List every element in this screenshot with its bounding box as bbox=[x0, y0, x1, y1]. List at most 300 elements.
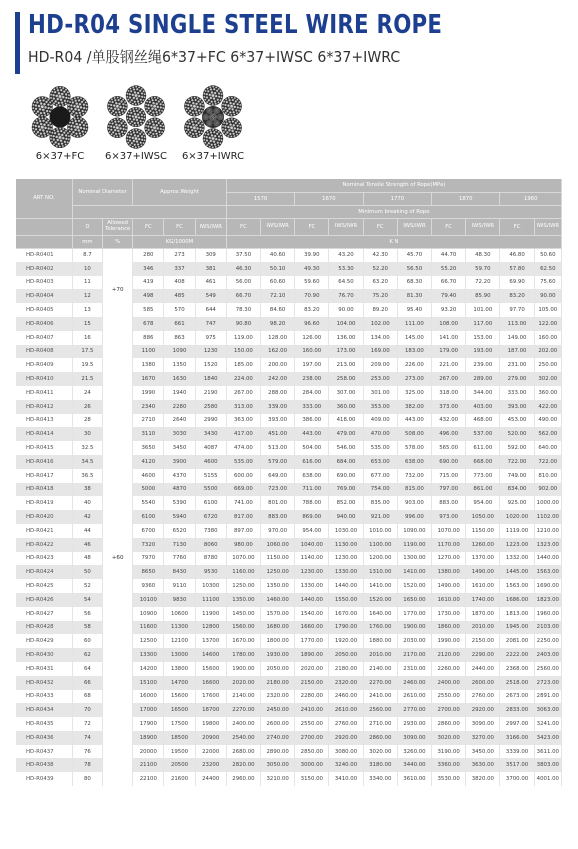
value-cell: 1350.00 bbox=[261, 579, 295, 593]
value-cell: 325.00 bbox=[397, 386, 431, 400]
value-cell: 273 bbox=[164, 248, 195, 262]
value-cell: 1119.00 bbox=[500, 524, 534, 538]
value-cell: 5500 bbox=[195, 483, 226, 497]
diameter-cell: 74 bbox=[72, 731, 102, 745]
header-sub-col: FC bbox=[226, 218, 260, 235]
table-row bbox=[16, 469, 562, 483]
value-cell: 1680.00 bbox=[261, 621, 295, 635]
value-cell: 2770.00 bbox=[397, 703, 431, 717]
value-cell: 3360.00 bbox=[432, 758, 466, 772]
value-cell: 678 bbox=[133, 317, 164, 331]
header-sub-col: IWS/IWR bbox=[397, 218, 431, 235]
table-row bbox=[16, 772, 562, 786]
value-cell: 2030.00 bbox=[397, 634, 431, 648]
tolerance-cell: +70 bbox=[103, 248, 133, 331]
value-cell: 6100 bbox=[195, 496, 226, 510]
value-cell: 2990 bbox=[195, 414, 226, 428]
value-cell: 3110 bbox=[133, 427, 164, 441]
value-cell: 93.20 bbox=[432, 303, 466, 317]
value-cell: 1410.00 bbox=[363, 579, 397, 593]
value-cell: 309 bbox=[195, 248, 226, 262]
value-cell: 835.00 bbox=[363, 496, 397, 510]
header-unit-blank bbox=[16, 235, 72, 248]
art-no-cell: HD-R0432 bbox=[16, 676, 72, 690]
value-cell: 90.00 bbox=[534, 289, 561, 303]
value-cell: 14200 bbox=[133, 662, 164, 676]
value-cell: 9360 bbox=[133, 579, 164, 593]
header-sub-col: IWS/IWR bbox=[329, 218, 363, 235]
value-cell: 3440.00 bbox=[397, 758, 431, 772]
value-cell: 403.00 bbox=[466, 400, 500, 414]
value-cell: 8060 bbox=[195, 538, 226, 552]
value-cell: 2400.00 bbox=[432, 676, 466, 690]
rope-iwsc-label: 6×37+IWSC bbox=[104, 151, 167, 162]
art-no-cell: HD-R0428 bbox=[16, 621, 72, 635]
table-row bbox=[16, 317, 562, 331]
value-cell: 2891.00 bbox=[534, 690, 561, 704]
value-cell: 39.90 bbox=[295, 248, 329, 262]
value-cell: 600.00 bbox=[226, 469, 260, 483]
value-cell: 653.00 bbox=[363, 455, 397, 469]
value-cell: 535.00 bbox=[226, 455, 260, 469]
value-cell: 10100 bbox=[133, 593, 164, 607]
diameter-cell: 26 bbox=[72, 400, 102, 414]
header-grade-1670: 1670 bbox=[295, 192, 363, 205]
value-cell: 1560.00 bbox=[226, 621, 260, 635]
value-cell: 1860.00 bbox=[432, 621, 466, 635]
value-cell: 3340.00 bbox=[363, 772, 397, 786]
table-row bbox=[16, 745, 562, 759]
value-cell: 422.00 bbox=[534, 400, 561, 414]
value-cell: 1660.00 bbox=[295, 621, 329, 635]
value-cell: 4001.00 bbox=[534, 772, 561, 786]
value-cell: 2403.00 bbox=[534, 648, 561, 662]
header-nominal-diameter: Nominal Diameter bbox=[72, 179, 132, 205]
value-cell: 2723.00 bbox=[534, 676, 561, 690]
value-cell: 2440.00 bbox=[466, 662, 500, 676]
value-cell: 313.00 bbox=[226, 400, 260, 414]
value-cell: 1250.00 bbox=[261, 565, 295, 579]
value-cell: 386.00 bbox=[295, 414, 329, 428]
value-cell: 3820.00 bbox=[466, 772, 500, 786]
value-cell: 2673.00 bbox=[500, 690, 534, 704]
value-cell: 1730.00 bbox=[432, 607, 466, 621]
art-no-cell: HD-R0412 bbox=[16, 400, 72, 414]
art-no-cell: HD-R0422 bbox=[16, 538, 72, 552]
value-cell: 13300 bbox=[133, 648, 164, 662]
value-cell: 754.00 bbox=[363, 483, 397, 497]
value-cell: 8650 bbox=[133, 565, 164, 579]
value-cell: 4120 bbox=[133, 455, 164, 469]
value-cell: 1170.00 bbox=[432, 538, 466, 552]
value-cell: 592.00 bbox=[500, 441, 534, 455]
value-cell: 53.30 bbox=[329, 262, 363, 276]
value-cell: 183.00 bbox=[397, 345, 431, 359]
header-sub-col: FC bbox=[500, 218, 534, 235]
value-cell: 21600 bbox=[164, 772, 195, 786]
table-row bbox=[16, 648, 562, 662]
value-cell: 1563.00 bbox=[534, 565, 561, 579]
value-cell: 12800 bbox=[195, 621, 226, 635]
value-cell: 1020.00 bbox=[500, 510, 534, 524]
value-cell: 2460.00 bbox=[397, 676, 431, 690]
value-cell: 75.60 bbox=[534, 276, 561, 290]
value-cell: 97.70 bbox=[500, 303, 534, 317]
table-row bbox=[16, 690, 562, 704]
value-cell: 10900 bbox=[133, 607, 164, 621]
table-row bbox=[16, 634, 562, 648]
art-no-cell: HD-R0411 bbox=[16, 386, 72, 400]
value-cell: 17500 bbox=[164, 717, 195, 731]
value-cell: 1960.00 bbox=[534, 607, 561, 621]
value-cell: 1230.00 bbox=[329, 552, 363, 566]
value-cell: 187.00 bbox=[500, 345, 534, 359]
value-cell: 1040.00 bbox=[295, 538, 329, 552]
diameter-cell: 28 bbox=[72, 414, 102, 428]
value-cell: 48.30 bbox=[466, 248, 500, 262]
value-cell: 535.00 bbox=[363, 441, 397, 455]
header-unit-kn: K N bbox=[226, 235, 561, 248]
table-row bbox=[16, 248, 562, 262]
value-cell: 1770.00 bbox=[295, 634, 329, 648]
value-cell: 17600 bbox=[195, 690, 226, 704]
value-cell: 1130.00 bbox=[329, 538, 363, 552]
value-cell: 141.00 bbox=[432, 331, 466, 345]
value-cell: 2290.00 bbox=[466, 648, 500, 662]
value-cell: 173.00 bbox=[329, 345, 363, 359]
value-cell: 479.00 bbox=[329, 427, 363, 441]
value-cell: 197.00 bbox=[295, 358, 329, 372]
value-cell: 549 bbox=[195, 289, 226, 303]
art-no-cell: HD-R0405 bbox=[16, 303, 72, 317]
value-cell: 50.60 bbox=[534, 248, 561, 262]
art-no-cell: HD-R0415 bbox=[16, 441, 72, 455]
rope-fc-label: 6×37+FC bbox=[35, 151, 85, 162]
table-row bbox=[16, 565, 562, 579]
value-cell: 690.00 bbox=[329, 469, 363, 483]
value-cell: 90.80 bbox=[226, 317, 260, 331]
header-sub-col: FC bbox=[295, 218, 329, 235]
art-no-cell: HD-R0401 bbox=[16, 248, 72, 262]
value-cell: 4870 bbox=[164, 483, 195, 497]
art-no-cell: HD-R0410 bbox=[16, 372, 72, 386]
value-cell: 1780.00 bbox=[226, 648, 260, 662]
value-cell: 722.00 bbox=[500, 455, 534, 469]
value-cell: 344.00 bbox=[466, 386, 500, 400]
value-cell: 1210.00 bbox=[534, 524, 561, 538]
value-cell: 852.00 bbox=[329, 496, 363, 510]
value-cell: 122.00 bbox=[534, 317, 561, 331]
value-cell: 12500 bbox=[133, 634, 164, 648]
diameter-cell: 76 bbox=[72, 745, 102, 759]
diameter-cell: 58 bbox=[72, 621, 102, 635]
value-cell: 72.10 bbox=[261, 289, 295, 303]
art-no-cell: HD-R0424 bbox=[16, 565, 72, 579]
value-cell: 1540.00 bbox=[295, 607, 329, 621]
value-cell: 747 bbox=[195, 317, 226, 331]
value-cell: 2170.00 bbox=[397, 648, 431, 662]
value-cell: 8430 bbox=[164, 565, 195, 579]
value-cell: 2580 bbox=[195, 400, 226, 414]
value-cell: 1770.00 bbox=[397, 607, 431, 621]
value-cell: 13800 bbox=[164, 662, 195, 676]
header-sub-col: FC bbox=[133, 218, 164, 235]
table-header bbox=[16, 179, 562, 248]
value-cell: 3650 bbox=[133, 441, 164, 455]
header-grade-1570: 1570 bbox=[226, 192, 294, 205]
value-cell: 104.00 bbox=[329, 317, 363, 331]
value-cell: 83.20 bbox=[295, 303, 329, 317]
value-cell: 715.00 bbox=[432, 469, 466, 483]
value-cell: 72.20 bbox=[466, 276, 500, 290]
value-cell: 117.00 bbox=[466, 317, 500, 331]
value-cell: 1490.00 bbox=[432, 579, 466, 593]
value-cell: 2710 bbox=[133, 414, 164, 428]
diameter-cell: 32.5 bbox=[72, 441, 102, 455]
table-row bbox=[16, 510, 562, 524]
table-row bbox=[16, 276, 562, 290]
diameter-cell: 68 bbox=[72, 690, 102, 704]
diameter-cell: 50 bbox=[72, 565, 102, 579]
value-cell: 15100 bbox=[133, 676, 164, 690]
value-cell: 258.00 bbox=[329, 372, 363, 386]
value-cell: 302.00 bbox=[534, 372, 561, 386]
value-cell: 134.00 bbox=[363, 331, 397, 345]
value-cell: 3241.00 bbox=[534, 717, 561, 731]
value-cell: 17000 bbox=[133, 703, 164, 717]
value-cell: 2190 bbox=[195, 386, 226, 400]
value-cell: 96.60 bbox=[295, 317, 329, 331]
value-cell: 1823.00 bbox=[534, 593, 561, 607]
value-cell: 79.40 bbox=[432, 289, 466, 303]
value-cell: 2222.00 bbox=[500, 648, 534, 662]
diameter-cell: 36.5 bbox=[72, 469, 102, 483]
value-cell: 3410.00 bbox=[329, 772, 363, 786]
value-cell: 2120.00 bbox=[432, 648, 466, 662]
value-cell: 40.60 bbox=[261, 248, 295, 262]
value-cell: 3803.00 bbox=[534, 758, 561, 772]
value-cell: 75.20 bbox=[363, 289, 397, 303]
value-cell: 2600.00 bbox=[261, 717, 295, 731]
value-cell: 16000 bbox=[133, 690, 164, 704]
title-accent-bar bbox=[15, 12, 20, 74]
header-unit-percent: % bbox=[103, 235, 133, 248]
value-cell: 1800.00 bbox=[261, 634, 295, 648]
value-cell: 288.00 bbox=[261, 386, 295, 400]
value-cell: 1310.00 bbox=[363, 565, 397, 579]
value-cell: 2610.00 bbox=[329, 703, 363, 717]
value-cell: 3090.00 bbox=[466, 717, 500, 731]
value-cell: 788.00 bbox=[295, 496, 329, 510]
table-row bbox=[16, 303, 562, 317]
value-cell: 2860.00 bbox=[363, 731, 397, 745]
value-cell: 20900 bbox=[195, 731, 226, 745]
value-cell: 897.00 bbox=[226, 524, 260, 538]
value-cell: 1640.00 bbox=[363, 607, 397, 621]
diameter-cell: 72 bbox=[72, 717, 102, 731]
value-cell: 2833.00 bbox=[500, 703, 534, 717]
header-art-no: ART NO. bbox=[16, 179, 72, 218]
header-sub-col: IWS/IWR bbox=[195, 218, 226, 235]
value-cell: 1880.00 bbox=[363, 634, 397, 648]
value-cell: 3450.00 bbox=[466, 745, 500, 759]
value-cell: 11300 bbox=[164, 621, 195, 635]
value-cell: 160.00 bbox=[295, 345, 329, 359]
value-cell: 3517.00 bbox=[500, 758, 534, 772]
value-cell: 3630.00 bbox=[466, 758, 500, 772]
value-cell: 63.20 bbox=[363, 276, 397, 290]
value-cell: 2920.00 bbox=[466, 703, 500, 717]
value-cell: 2760.00 bbox=[466, 690, 500, 704]
value-cell: 2050.00 bbox=[329, 648, 363, 662]
value-cell: 273.00 bbox=[397, 372, 431, 386]
value-cell: 504.00 bbox=[295, 441, 329, 455]
value-cell: 373.00 bbox=[432, 400, 466, 414]
value-cell: 1070.00 bbox=[226, 552, 260, 566]
table-row bbox=[16, 414, 562, 428]
diameter-cell: 15 bbox=[72, 317, 102, 331]
value-cell: 3423.00 bbox=[534, 731, 561, 745]
value-cell: 279.00 bbox=[500, 372, 534, 386]
value-cell: 2550.00 bbox=[295, 717, 329, 731]
value-cell: 10300 bbox=[195, 579, 226, 593]
value-cell: 1650.00 bbox=[397, 593, 431, 607]
value-cell: 1520.00 bbox=[397, 579, 431, 593]
value-cell: 1740.00 bbox=[466, 593, 500, 607]
value-cell: 638.00 bbox=[295, 469, 329, 483]
value-cell: 5540 bbox=[133, 496, 164, 510]
tolerance-cell: +60 bbox=[103, 331, 133, 786]
value-cell: 1270.00 bbox=[432, 552, 466, 566]
value-cell: 2010.00 bbox=[363, 648, 397, 662]
art-no-cell: HD-R0409 bbox=[16, 358, 72, 372]
table-row bbox=[16, 483, 562, 497]
value-cell: 55.20 bbox=[432, 262, 466, 276]
value-cell: 5940 bbox=[164, 510, 195, 524]
value-cell: 1160.00 bbox=[226, 565, 260, 579]
diameter-cell: 19.5 bbox=[72, 358, 102, 372]
value-cell: 3210.00 bbox=[261, 772, 295, 786]
diameter-cell: 70 bbox=[72, 703, 102, 717]
value-cell: 111.00 bbox=[397, 317, 431, 331]
value-cell: 677.00 bbox=[363, 469, 397, 483]
value-cell: 69.90 bbox=[500, 276, 534, 290]
value-cell: 23200 bbox=[195, 758, 226, 772]
value-cell: 333.00 bbox=[295, 400, 329, 414]
value-cell: 7760 bbox=[164, 552, 195, 566]
fiber-core bbox=[50, 107, 71, 128]
diameter-cell: 30 bbox=[72, 427, 102, 441]
value-cell: 1323.00 bbox=[534, 538, 561, 552]
value-cell: 393.00 bbox=[261, 414, 295, 428]
specification-table bbox=[16, 179, 562, 786]
value-cell: 4087 bbox=[195, 441, 226, 455]
value-cell: 443.00 bbox=[295, 427, 329, 441]
header-blank bbox=[72, 205, 226, 218]
value-cell: 749.00 bbox=[500, 469, 534, 483]
value-cell: 160.00 bbox=[534, 331, 561, 345]
value-cell: 640.00 bbox=[534, 441, 561, 455]
value-cell: 1332.00 bbox=[500, 552, 534, 566]
value-cell: 3063.00 bbox=[534, 703, 561, 717]
art-no-cell: HD-R0430 bbox=[16, 648, 72, 662]
value-cell: 902.00 bbox=[534, 483, 561, 497]
art-no-cell: HD-R0403 bbox=[16, 276, 72, 290]
value-cell: 1930.00 bbox=[261, 648, 295, 662]
value-cell: 4600 bbox=[195, 455, 226, 469]
value-cell: 1990.00 bbox=[432, 634, 466, 648]
value-cell: 59.60 bbox=[295, 276, 329, 290]
value-cell: 1200.00 bbox=[363, 552, 397, 566]
art-no-cell: HD-R0416 bbox=[16, 455, 72, 469]
art-no-cell: HD-R0436 bbox=[16, 731, 72, 745]
value-cell: 975 bbox=[195, 331, 226, 345]
value-cell: 1630 bbox=[164, 372, 195, 386]
value-cell: 578.00 bbox=[397, 441, 431, 455]
art-no-cell: HD-R0407 bbox=[16, 331, 72, 345]
art-no-cell: HD-R0414 bbox=[16, 427, 72, 441]
value-cell: 108.00 bbox=[432, 317, 466, 331]
value-cell: 883.00 bbox=[261, 510, 295, 524]
value-cell: 50.10 bbox=[261, 262, 295, 276]
value-cell: 221.00 bbox=[432, 358, 466, 372]
value-cell: 669.00 bbox=[226, 483, 260, 497]
value-cell: 2930.00 bbox=[397, 717, 431, 731]
value-cell: 419 bbox=[133, 276, 164, 290]
value-cell: 921.00 bbox=[363, 510, 397, 524]
value-cell: 1223.00 bbox=[500, 538, 534, 552]
value-cell: 1520 bbox=[195, 358, 226, 372]
value-cell: 408 bbox=[164, 276, 195, 290]
value-cell: 2560.00 bbox=[363, 703, 397, 717]
value-cell: 1940 bbox=[164, 386, 195, 400]
value-cell: 3270.00 bbox=[466, 731, 500, 745]
diameter-cell: 44 bbox=[72, 524, 102, 538]
value-cell: 649.00 bbox=[261, 469, 295, 483]
value-cell: 9530 bbox=[195, 565, 226, 579]
value-cell: 611.00 bbox=[466, 441, 500, 455]
value-cell: 226.00 bbox=[397, 358, 431, 372]
page-title: HD-R04 SINGLE STEEL WIRE ROPE bbox=[28, 10, 443, 40]
value-cell: 18700 bbox=[195, 703, 226, 717]
value-cell: 333.00 bbox=[500, 386, 534, 400]
art-no-cell: HD-R0423 bbox=[16, 552, 72, 566]
value-cell: 1610.00 bbox=[432, 593, 466, 607]
value-cell: 1790.00 bbox=[329, 621, 363, 635]
value-cell: 360.00 bbox=[329, 400, 363, 414]
value-cell: 209.00 bbox=[363, 358, 397, 372]
value-cell: 3000.00 bbox=[295, 758, 329, 772]
value-cell: 2280 bbox=[164, 400, 195, 414]
art-no-cell: HD-R0413 bbox=[16, 414, 72, 428]
value-cell: 2320.00 bbox=[261, 690, 295, 704]
value-cell: 513.00 bbox=[261, 441, 295, 455]
value-cell: 815.00 bbox=[397, 483, 431, 497]
value-cell: 68.30 bbox=[397, 276, 431, 290]
diameter-cell: 11 bbox=[72, 276, 102, 290]
table-row bbox=[16, 703, 562, 717]
diameter-cell: 64 bbox=[72, 662, 102, 676]
value-cell: 2340 bbox=[133, 400, 164, 414]
art-no-cell: HD-R0431 bbox=[16, 662, 72, 676]
value-cell: 2081.00 bbox=[500, 634, 534, 648]
table-row bbox=[16, 538, 562, 552]
table-row bbox=[16, 455, 562, 469]
table-row bbox=[16, 662, 562, 676]
value-cell: 1840 bbox=[195, 372, 226, 386]
diameter-cell: 48 bbox=[72, 552, 102, 566]
table-row bbox=[16, 758, 562, 772]
